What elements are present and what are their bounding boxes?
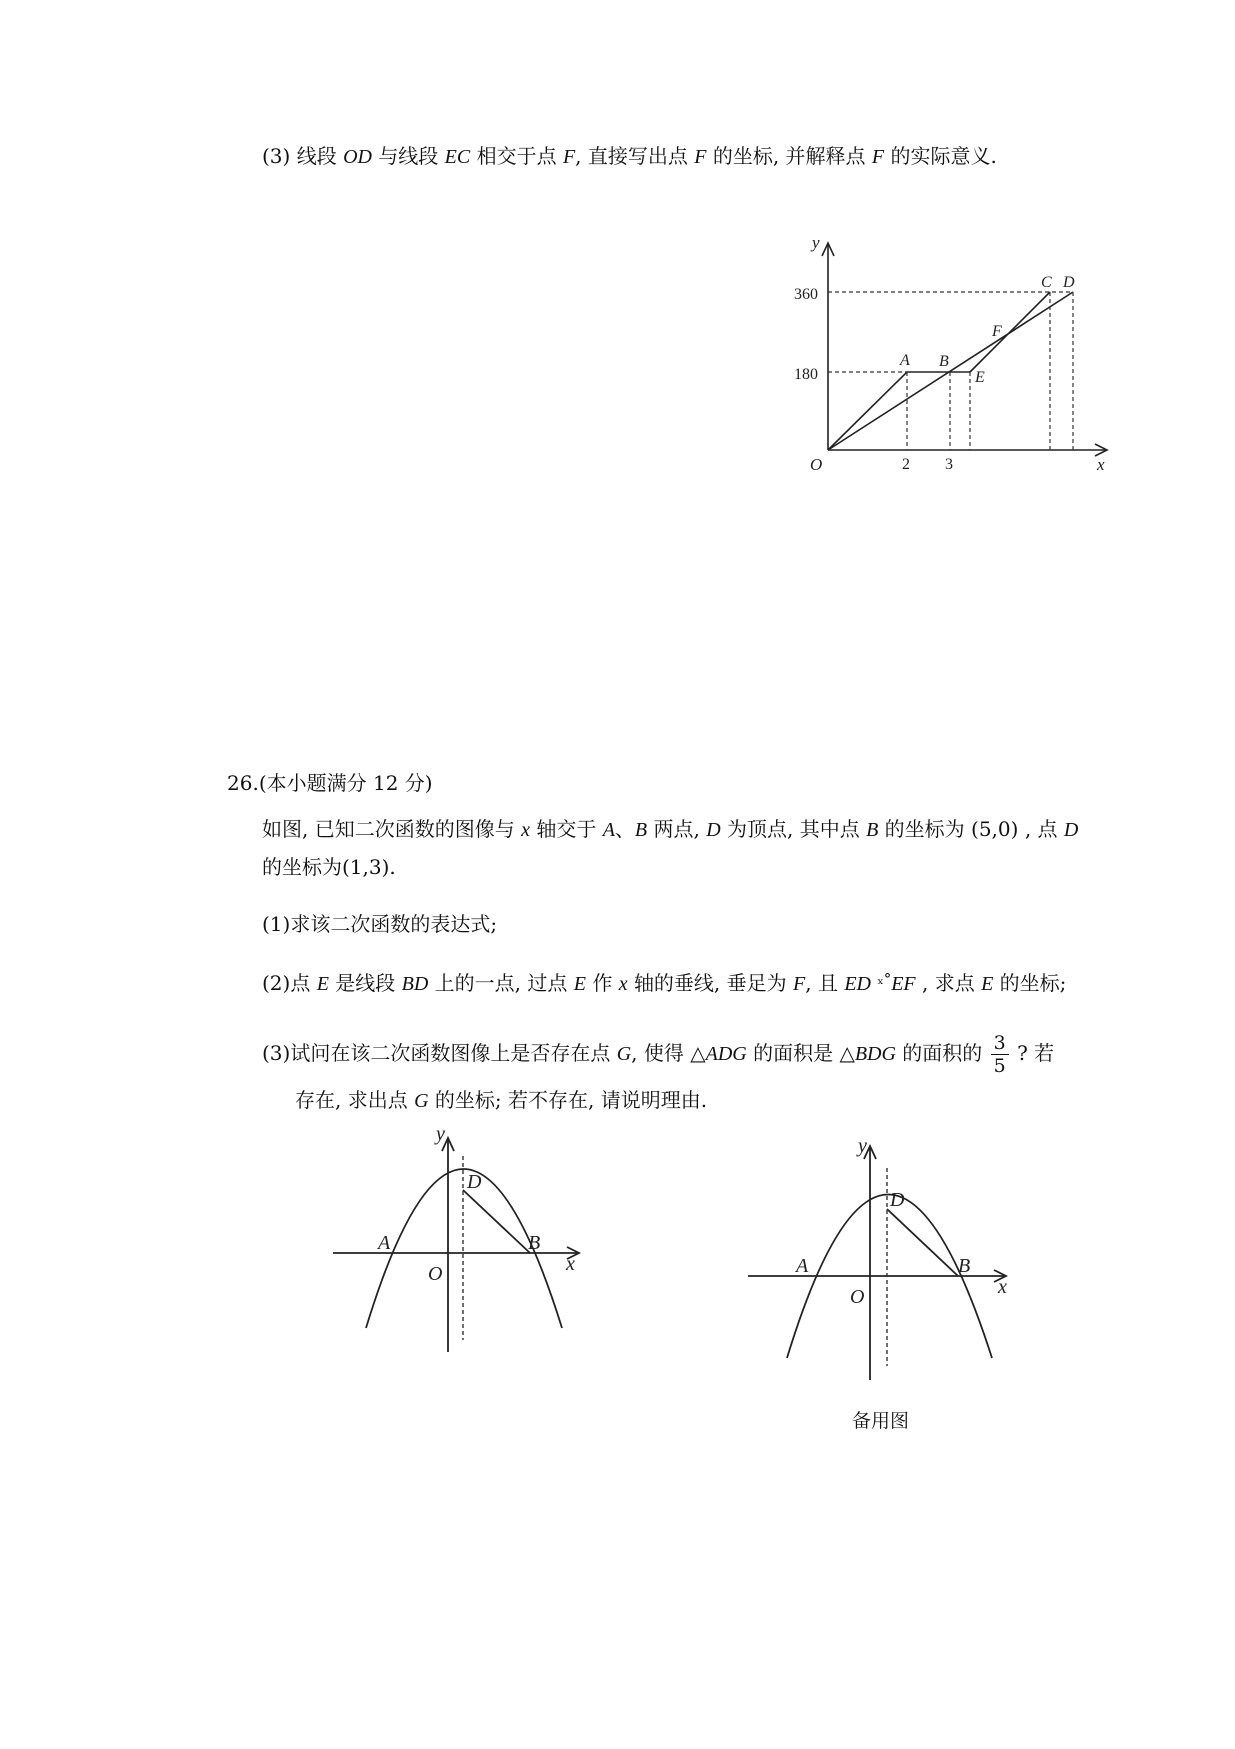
- q26-number: 26.(本小题满分 12 分): [227, 771, 433, 795]
- svg-text:x: x: [998, 1276, 1007, 1298]
- q25-y-label: y: [812, 233, 820, 252]
- svg-text:D: D: [467, 1171, 482, 1193]
- svg-text:y: y: [858, 1135, 867, 1157]
- svg-text:D: D: [890, 1189, 905, 1211]
- q26-stem-line1: 如图, 已知二次函数的图像与 x 轴交于 A、B 两点, D 为顶点, 其中点 B 的坐标为 (5,0) , 点 D: [262, 817, 1079, 841]
- q25-x-tick-2: 2: [902, 456, 910, 473]
- q26-part3-line2: 存在, 求出点 G 的坐标; 若不存在, 请说明理由.: [295, 1088, 708, 1112]
- q25-point-D: D: [1063, 274, 1075, 291]
- q26-score: (本小题满分 12 分): [258, 771, 433, 795]
- q26-part3-line1: (3)试问在该二次函数图像上是否存在点 G, 使得 △ADG 的面积是 △BDG 的面积的 $\frac{3}{5}$ ? 若: [262, 1032, 1055, 1077]
- q26-part2: (2)点 E 是线段 BD 上的一点, 过点 E 作 x 轴的垂线, 垂足为 F, 且 ED $^{_x^\circ}$EF , 求点 E 的坐标;: [262, 970, 1067, 995]
- backup-figure-caption: 备用图: [852, 1410, 910, 1432]
- svg-text:A: A: [796, 1255, 809, 1277]
- q25-point-F: F: [992, 323, 1002, 340]
- fraction-three-fifths: $\frac{3}{5}$: [991, 1032, 1009, 1077]
- q25-point-B: B: [939, 353, 949, 370]
- svg-text:A: A: [378, 1232, 391, 1254]
- q25-origin-label: O: [810, 455, 823, 474]
- q25-point-A: A: [900, 352, 910, 369]
- q25-point-E: E: [975, 369, 985, 386]
- svg-text:B: B: [528, 1232, 541, 1254]
- q25-point-C: C: [1041, 274, 1052, 291]
- q26-stem-line2: 的坐标为(1,3).: [262, 855, 396, 879]
- q25-part3-text: (3) 线段 OD 与线段 EC 相交于点 F, 直接写出点 F 的坐标, 并解释点 F 的实际意义.: [262, 144, 997, 168]
- svg-text:O: O: [428, 1263, 443, 1285]
- q26-part1: (1)求该二次函数的表达式;: [262, 912, 498, 936]
- q25-y-tick-180: 180: [794, 366, 818, 383]
- q25-x-tick-3: 3: [945, 456, 953, 473]
- svg-text:O: O: [850, 1286, 865, 1308]
- svg-text:x: x: [566, 1253, 575, 1275]
- q25-x-label: x: [1097, 455, 1105, 474]
- svg-text:B: B: [958, 1255, 971, 1277]
- q25-y-tick-360: 360: [794, 286, 818, 303]
- svg-text:y: y: [436, 1123, 445, 1145]
